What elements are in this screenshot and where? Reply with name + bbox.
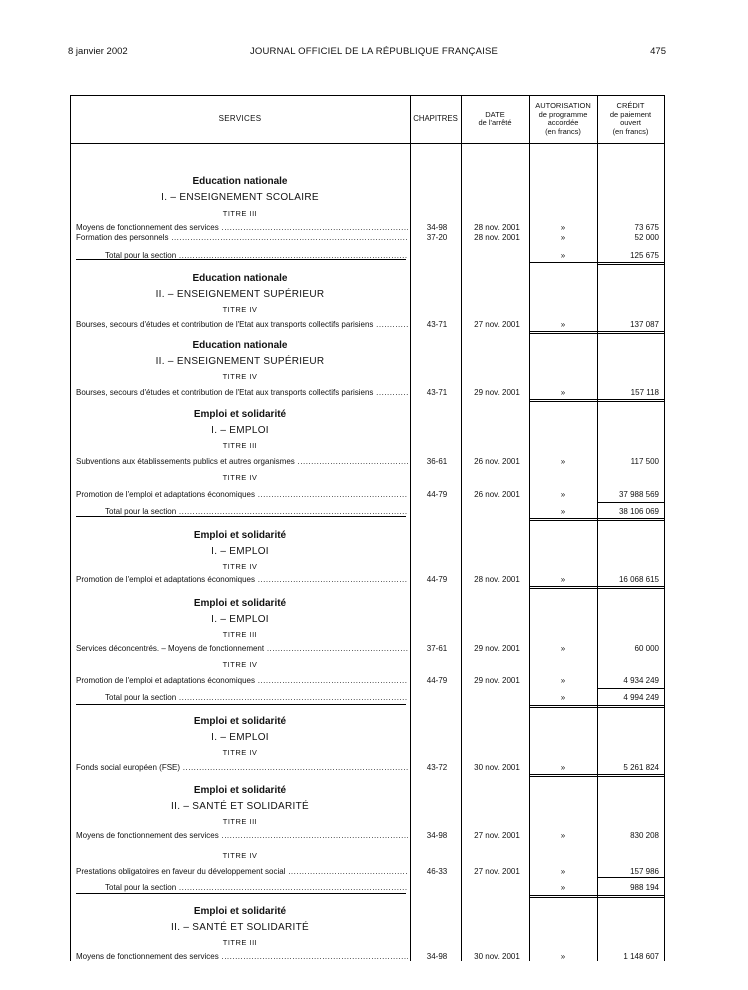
autorisation-cell: » xyxy=(560,575,566,584)
column-header-services: SERVICES xyxy=(218,113,262,123)
total-rule xyxy=(529,262,597,263)
credit-cell: 60 000 xyxy=(634,644,659,653)
chapitre-cell: 37-20 xyxy=(426,233,448,242)
date-cell: 28 nov. 2001 xyxy=(474,233,520,242)
ministry-heading: Emploi et solidarité xyxy=(193,530,287,541)
titre-heading: TITRE IV xyxy=(222,660,258,669)
autorisation-cell: » xyxy=(560,490,566,499)
division-heading: II. – SANTÉ ET SOLIDARITÉ xyxy=(171,922,309,933)
date-cell: 27 nov. 2001 xyxy=(474,831,520,840)
date-cell: 27 nov. 2001 xyxy=(474,320,520,329)
titre-heading: TITRE IV xyxy=(222,851,258,860)
division-heading: I. – EMPLOI xyxy=(211,546,269,557)
date-cell: 27 nov. 2001 xyxy=(474,867,520,876)
header-page-number: 475 xyxy=(650,46,666,57)
ministry-heading: Emploi et solidarité xyxy=(193,785,287,796)
total-rule xyxy=(529,399,664,402)
date-cell: 30 nov. 2001 xyxy=(474,763,520,772)
date-cell: 26 nov. 2001 xyxy=(474,457,520,466)
autorisation-cell: » xyxy=(560,251,566,260)
row-label: Promotion de l'emploi et adaptations économiques ..... xyxy=(76,676,408,685)
ministry-heading: Education nationale xyxy=(192,340,288,351)
total-rule xyxy=(597,877,664,878)
autorisation-cell: » xyxy=(560,693,566,702)
total-rule xyxy=(529,895,664,898)
chapitre-cell: 44-79 xyxy=(426,676,448,685)
chapitre-cell: 43-71 xyxy=(426,388,448,397)
autorisation-cell: » xyxy=(560,867,566,876)
chapitre-cell: 44-79 xyxy=(426,490,448,499)
credit-cell: 137 087 xyxy=(630,320,659,329)
date-cell: 28 nov. 2001 xyxy=(474,575,520,584)
row-label: Moyens de fonctionnement des services ..... xyxy=(76,952,408,961)
ministry-heading: Education nationale xyxy=(192,176,288,187)
titre-heading: TITRE IV xyxy=(222,562,258,571)
total-rule xyxy=(76,259,406,260)
division-heading: I. – ENSEIGNEMENT SCOLAIRE xyxy=(161,192,319,203)
credit-cell: 73 675 xyxy=(634,223,659,232)
ministry-heading: Education nationale xyxy=(192,273,288,284)
table-row xyxy=(70,457,665,469)
table-row xyxy=(70,676,665,688)
autorisation-cell: » xyxy=(560,388,566,397)
titre-heading: TITRE III xyxy=(222,630,258,639)
chapitre-cell: 46-33 xyxy=(426,867,448,876)
table-row xyxy=(70,490,665,502)
total-rule xyxy=(529,331,664,334)
credit-cell: 4 994 249 xyxy=(623,693,659,702)
row-label: Formation des personnels ..... xyxy=(76,233,408,242)
autorisation-cell: » xyxy=(560,223,566,232)
credit-cell: 117 500 xyxy=(630,457,659,466)
division-heading: I. – EMPLOI xyxy=(211,732,269,743)
credit-cell: 830 208 xyxy=(630,831,659,840)
row-label: Total pour la section ..... xyxy=(105,251,408,260)
chapitre-cell: 43-72 xyxy=(426,763,448,772)
header-bottom-border xyxy=(70,143,665,144)
autorisation-cell: » xyxy=(560,952,566,961)
table-row xyxy=(70,831,665,843)
autorisation-cell: » xyxy=(560,763,566,772)
row-label: Moyens de fonctionnement des services ..... xyxy=(76,831,408,840)
titre-heading: TITRE III xyxy=(222,441,258,450)
ministry-heading: Emploi et solidarité xyxy=(193,409,287,420)
row-label: Total pour la section ..... xyxy=(105,507,408,516)
row-label: Bourses, secours d'études et contribution de l'Etat aux transports collectifs parisiens ..... xyxy=(76,388,408,397)
ministry-heading: Emploi et solidarité xyxy=(193,906,287,917)
autorisation-cell: » xyxy=(560,644,566,653)
table-row xyxy=(70,952,665,964)
titre-heading: TITRE IV xyxy=(222,372,258,381)
credit-cell: 988 194 xyxy=(630,883,659,892)
row-label: Total pour la section ..... xyxy=(105,883,408,892)
ministry-heading: Emploi et solidarité xyxy=(193,716,287,727)
total-rule xyxy=(76,516,406,517)
table-row xyxy=(70,233,665,245)
chapitre-cell: 34-98 xyxy=(426,952,448,961)
row-label: Fonds social européen (FSE) ..... xyxy=(76,763,408,772)
date-cell: 28 nov. 2001 xyxy=(474,223,520,232)
autorisation-cell: » xyxy=(560,507,566,516)
titre-heading: TITRE IV xyxy=(222,305,258,314)
titre-heading: TITRE IV xyxy=(222,748,258,757)
row-label: Services déconcentrés. – Moyens de fonctionnement ..... xyxy=(76,644,408,653)
division-heading: I. – EMPLOI xyxy=(211,425,269,436)
division-heading: II. – ENSEIGNEMENT SUPÉRIEUR xyxy=(155,289,325,300)
autorisation-cell: » xyxy=(560,320,566,329)
column-header-chapitres: CHAPITRES xyxy=(413,113,458,123)
total-rule xyxy=(529,518,664,521)
total-rule xyxy=(597,688,664,689)
ministry-heading: Emploi et solidarité xyxy=(193,598,287,609)
row-label: Promotion de l'emploi et adaptations économiques ..... xyxy=(76,490,408,499)
division-heading: II. – ENSEIGNEMENT SUPÉRIEUR xyxy=(155,356,325,367)
credit-cell: 52 000 xyxy=(634,233,659,242)
date-cell: 29 nov. 2001 xyxy=(474,644,520,653)
column-header-credit: CRÉDIT de paiement ouvert (en francs) xyxy=(609,101,652,136)
row-label: Prestations obligatoires en faveur du développement social ..... xyxy=(76,867,408,876)
credit-cell: 125 675 xyxy=(630,251,659,260)
total-rule xyxy=(529,774,664,777)
total-rule xyxy=(529,586,664,589)
chapitre-cell: 34-98 xyxy=(426,223,448,232)
row-label: Promotion de l'emploi et adaptations économiques ..... xyxy=(76,575,408,584)
credit-cell: 157 986 xyxy=(630,867,659,876)
total-rule xyxy=(597,262,664,265)
total-rule xyxy=(76,704,406,705)
chapitre-cell: 44-79 xyxy=(426,575,448,584)
row-label: Bourses, secours d'études et contribution de l'Etat aux transports collectifs parisiens ..... xyxy=(76,320,408,329)
chapitre-cell: 36-61 xyxy=(426,457,448,466)
titre-heading: TITRE III xyxy=(222,817,258,826)
titre-heading: TITRE III xyxy=(222,209,258,218)
row-label: Total pour la section ..... xyxy=(105,693,408,702)
page-header xyxy=(0,46,748,60)
table-row xyxy=(70,867,665,879)
credit-cell: 38 106 069 xyxy=(618,507,659,516)
titre-heading: TITRE III xyxy=(222,938,258,947)
credit-cell: 157 118 xyxy=(630,388,659,397)
row-label: Subventions aux établissements publics et autres organismes ..... xyxy=(76,457,408,466)
header-journal-title: JOURNAL OFFICIEL DE LA RÉPUBLIQUE FRANÇAISE xyxy=(249,46,499,57)
autorisation-cell: » xyxy=(560,831,566,840)
credit-cell: 4 934 249 xyxy=(623,676,659,685)
credit-cell: 1 148 607 xyxy=(623,952,659,961)
row-label: Moyens de fonctionnement des services ..... xyxy=(76,223,408,232)
chapitre-cell: 34-98 xyxy=(426,831,448,840)
credit-cell: 5 261 824 xyxy=(623,763,659,772)
total-rule xyxy=(76,893,406,894)
autorisation-cell: » xyxy=(560,457,566,466)
date-cell: 29 nov. 2001 xyxy=(474,388,520,397)
date-cell: 26 nov. 2001 xyxy=(474,490,520,499)
autorisation-cell: » xyxy=(560,676,566,685)
titre-heading: TITRE IV xyxy=(222,473,258,482)
table-row xyxy=(70,644,665,656)
total-rule xyxy=(597,502,664,503)
column-header-autorisation: AUTORISATION de programme accordée (en francs) xyxy=(535,101,591,136)
autorisation-cell: » xyxy=(560,883,566,892)
credit-cell: 16 068 615 xyxy=(618,575,659,584)
column-header-date: DATE de l'arrêté xyxy=(478,109,512,127)
total-rule xyxy=(529,705,664,708)
credit-cell: 37 988 569 xyxy=(618,490,659,499)
division-heading: I. – EMPLOI xyxy=(211,614,269,625)
chapitre-cell: 37-61 xyxy=(426,644,448,653)
date-cell: 29 nov. 2001 xyxy=(474,676,520,685)
division-heading: II. – SANTÉ ET SOLIDARITÉ xyxy=(171,801,309,812)
chapitre-cell: 43-71 xyxy=(426,320,448,329)
autorisation-cell: » xyxy=(560,233,566,242)
date-cell: 30 nov. 2001 xyxy=(474,952,520,961)
header-date: 8 janvier 2002 xyxy=(68,46,128,57)
